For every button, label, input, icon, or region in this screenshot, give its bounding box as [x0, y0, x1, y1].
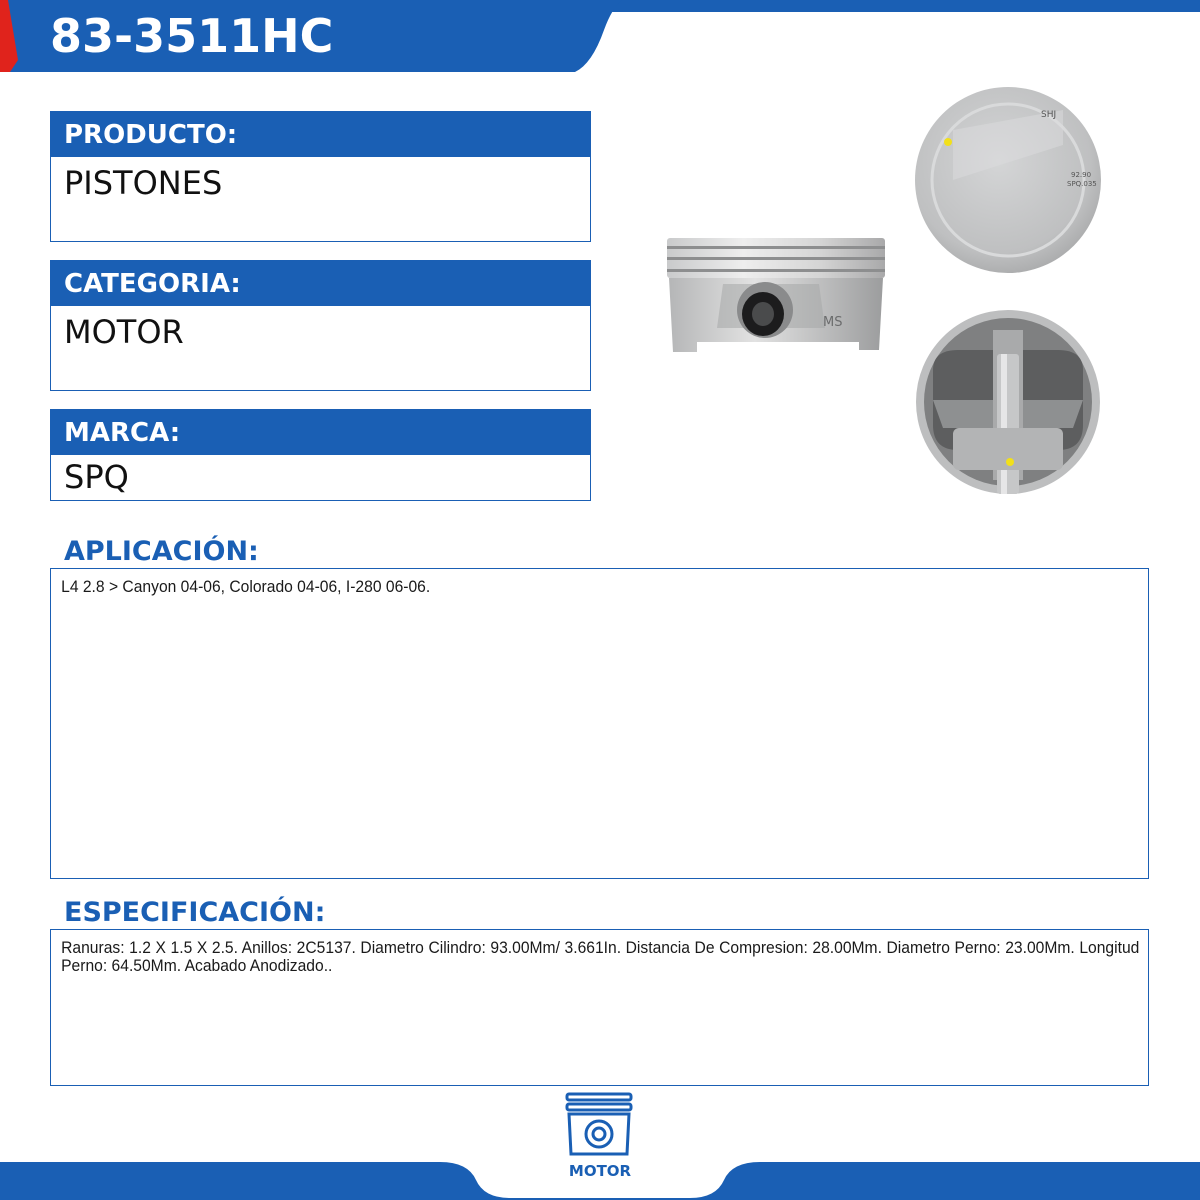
piston-underside-image	[913, 310, 1103, 500]
marca-box	[50, 409, 591, 501]
piston-icon	[563, 1092, 635, 1160]
crown-marking-2: SPQ.035	[1067, 180, 1097, 188]
marca-value: SPQ	[64, 458, 129, 496]
crown-top-marking: SHJ	[1041, 110, 1057, 120]
categoria-label: CATEGORIA:	[51, 261, 590, 306]
producto-label: PRODUCTO:	[51, 112, 590, 157]
especificacion-text: Ranuras: 1.2 X 1.5 X 2.5. Anillos: 2C5137. Diametro Cilindro: 93.00Mm/ 3.661In. Distancia De Compresion: 28.00Mm. Diametro Perno: 23.00Mm. Longitud Perno: 64.50Mm. Acabado Anodizado..	[61, 938, 1140, 975]
especificacion-title: ESPECIFICACIÓN:	[64, 897, 326, 928]
producto-box	[50, 111, 591, 242]
especificacion-box	[50, 929, 1149, 1086]
aplicacion-text: L4 2.8 > Canyon 04-06, Colorado 04-06, I-280 06-06.	[61, 577, 431, 596]
marca-label: MARCA:	[51, 410, 590, 455]
categoria-box	[50, 260, 591, 391]
aplicacion-title: APLICACIÓN:	[64, 536, 259, 567]
piston-side-image	[665, 232, 887, 364]
categoria-value: MOTOR	[64, 313, 184, 351]
crown-marking-1: 92.90	[1071, 171, 1092, 179]
aplicacion-box	[50, 568, 1149, 879]
product-sku: 83-3511HC	[50, 9, 334, 63]
piston-crown-image	[913, 85, 1103, 275]
producto-value: PISTONES	[64, 164, 223, 202]
skirt-marking: MS	[823, 315, 843, 330]
footer-category-label: MOTOR	[568, 1162, 632, 1180]
